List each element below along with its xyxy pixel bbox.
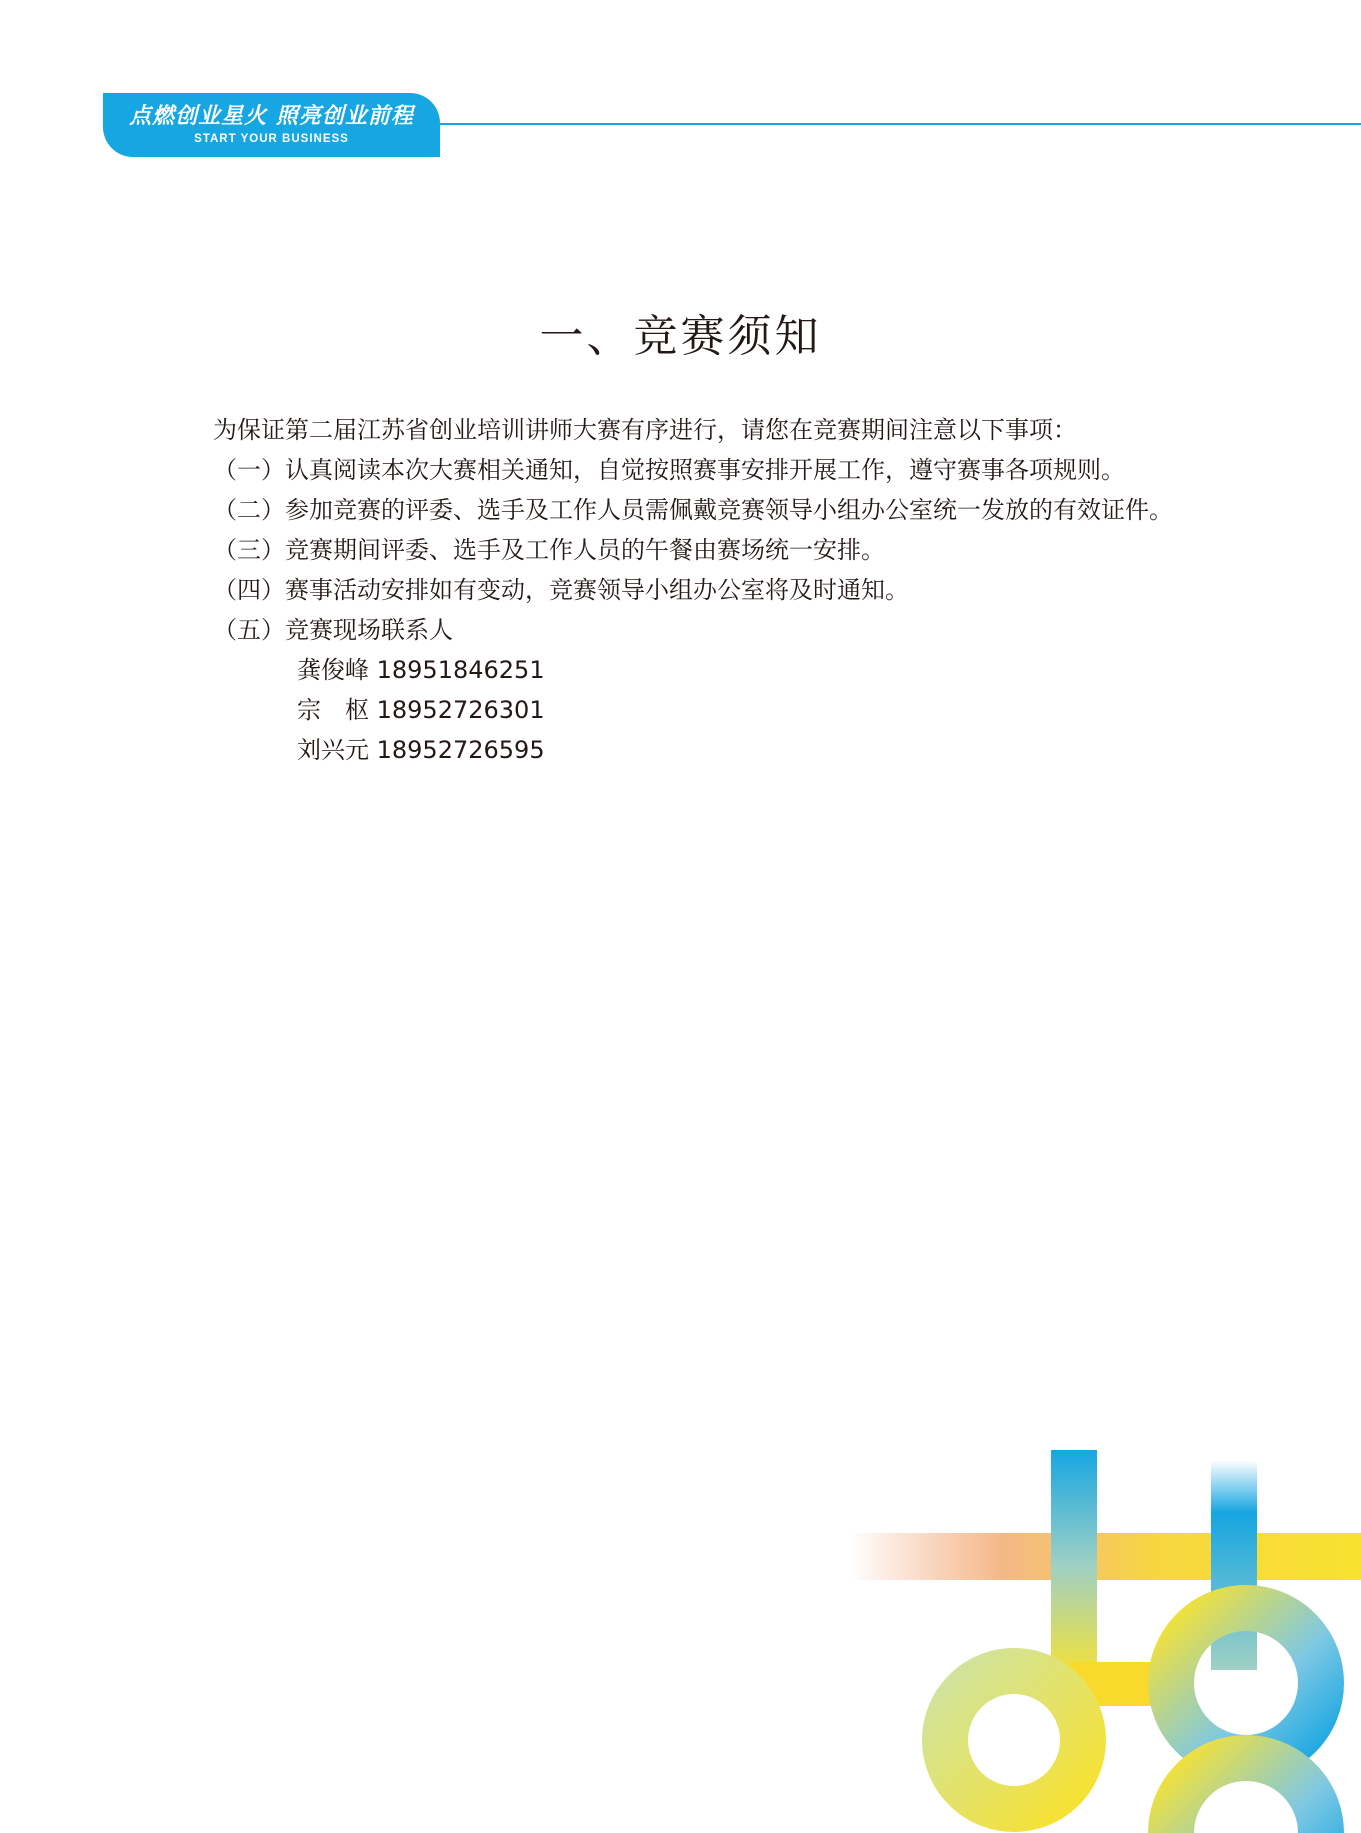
notice-body (160, 410, 1190, 770)
deco-ring-left (945, 1671, 1083, 1809)
intro-paragraph: 为保证第二届江苏省创业培训讲师大赛有序进行，请您在竞赛期间注意以下事项： (213, 416, 1077, 444)
notice-item-1: （一）认真阅读本次大赛相关通知，自觉按照赛事安排开展工作，遵守赛事各项规则。 (213, 456, 1125, 484)
deco-ring-bottom (1171, 1758, 1321, 1833)
header-slogan: 点燃创业星火 照亮创业前程 (129, 103, 414, 129)
deco-vertical-bar-left (1051, 1450, 1097, 1680)
contact-3: 刘兴元 18952726595 (297, 736, 545, 764)
header-slogan-en: START YOUR BUSINESS (194, 133, 349, 145)
deco-horizontal-band (850, 1533, 1361, 1580)
notice-item-2: （二）参加竞赛的评委、选手及工作人员需佩戴竞赛领导小组办公室统一发放的有效证件。 (213, 496, 1173, 524)
header-badge (103, 93, 440, 157)
header-rule (430, 123, 1361, 125)
decorative-graphic (850, 1450, 1361, 1833)
notice-item-4: （四）赛事活动安排如有变动，竞赛领导小组办公室将及时通知。 (213, 576, 909, 604)
page-title: 一、竞赛须知 (539, 311, 822, 362)
contact-2: 宗 枢 18952726301 (297, 696, 545, 724)
notice-item-3: （三）竞赛期间评委、选手及工作人员的午餐由赛场统一安排。 (213, 536, 885, 564)
notice-item-5: （五）竞赛现场联系人 (213, 616, 453, 644)
contact-1: 龚俊峰 18951846251 (297, 656, 545, 684)
